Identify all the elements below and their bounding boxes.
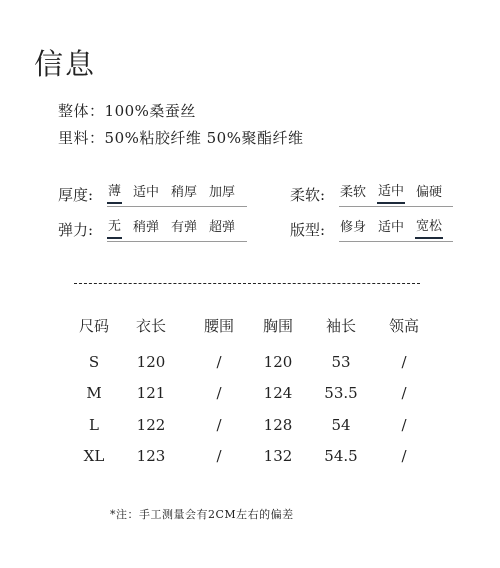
table-cell: 124 <box>263 384 293 403</box>
elasticity-option: 稍弹 <box>133 220 160 235</box>
table-cell: 123 <box>136 447 166 466</box>
table-row <box>72 409 430 441</box>
softness-options <box>339 180 453 207</box>
thickness-option: 薄 <box>107 182 122 204</box>
softness-option: 适中 <box>377 182 405 204</box>
table-cell: / <box>401 352 407 371</box>
table-cell: / <box>401 384 407 403</box>
softness-option: 偏硬 <box>416 185 443 200</box>
softness-option: 柔软 <box>340 185 367 200</box>
elasticity-option: 有弹 <box>171 220 198 235</box>
fabric-lining-value: 50%粘胶纤维 50%聚酯纤维 <box>104 129 304 147</box>
fit-option: 适中 <box>378 220 405 235</box>
thickness-option: 适中 <box>133 185 160 200</box>
column-header: 袖长 <box>325 316 356 335</box>
fabric-main: 整体：100%桑蚕丝 <box>58 102 196 120</box>
table-row <box>72 441 430 473</box>
fabric-main-value: 100%桑蚕丝 <box>104 102 196 120</box>
elasticity-options <box>107 215 247 242</box>
table-row <box>72 346 430 378</box>
table-cell: 132 <box>263 447 293 466</box>
column-header: 尺码 <box>78 316 109 335</box>
table-cell: 122 <box>136 415 166 434</box>
table-cell: 53 <box>331 352 351 371</box>
elasticity-option: 无 <box>107 217 122 239</box>
table-cell: S <box>88 352 100 371</box>
elasticity-label: 弹力: <box>58 221 94 239</box>
table-cell: / <box>216 384 222 403</box>
table-cell: / <box>216 415 222 434</box>
thickness-label: 厚度: <box>58 186 94 204</box>
table-cell: L <box>89 415 99 434</box>
dashed-divider <box>74 283 420 284</box>
softness-label: 柔软: <box>290 186 326 204</box>
table-cell: 120 <box>136 352 166 371</box>
table-cell: 54.5 <box>324 447 358 466</box>
table-cell: 121 <box>136 384 166 403</box>
table-cell: / <box>216 447 222 466</box>
fabric-lining-label: 里料 <box>58 129 90 147</box>
thickness-option: 稍厚 <box>171 185 198 200</box>
column-header: 领高 <box>388 316 419 335</box>
table-cell: / <box>401 447 407 466</box>
thickness-option: 加厚 <box>209 185 236 200</box>
fabric-main-label: 整体 <box>58 102 90 120</box>
table-cell: XL <box>83 447 105 466</box>
column-header: 胸围 <box>262 316 293 335</box>
size-table <box>72 310 430 472</box>
elasticity-option: 超弹 <box>209 220 236 235</box>
table-cell: 128 <box>263 415 293 434</box>
column-header: 衣长 <box>135 316 166 335</box>
table-cell: / <box>401 415 407 434</box>
column-header: 腰围 <box>203 316 234 335</box>
thickness-options <box>107 180 247 207</box>
measurement-note: *注：手工测量会有2CM左右的偏差 <box>110 508 294 521</box>
table-cell: 120 <box>263 352 293 371</box>
fit-options <box>339 215 453 242</box>
table-cell: 53.5 <box>324 384 358 403</box>
table-cell: M <box>86 384 102 403</box>
table-row <box>72 378 430 410</box>
fit-option: 修身 <box>340 220 367 235</box>
table-cell: 54 <box>331 415 351 434</box>
fit-option: 宽松 <box>415 217 443 239</box>
fit-label: 版型: <box>290 221 326 239</box>
table-cell: / <box>216 352 222 371</box>
page-title: 信息 <box>34 47 97 81</box>
size-table-header <box>72 310 430 340</box>
fabric-lining: 里料：50%粘胶纤维 50%聚酯纤维 <box>58 129 304 147</box>
